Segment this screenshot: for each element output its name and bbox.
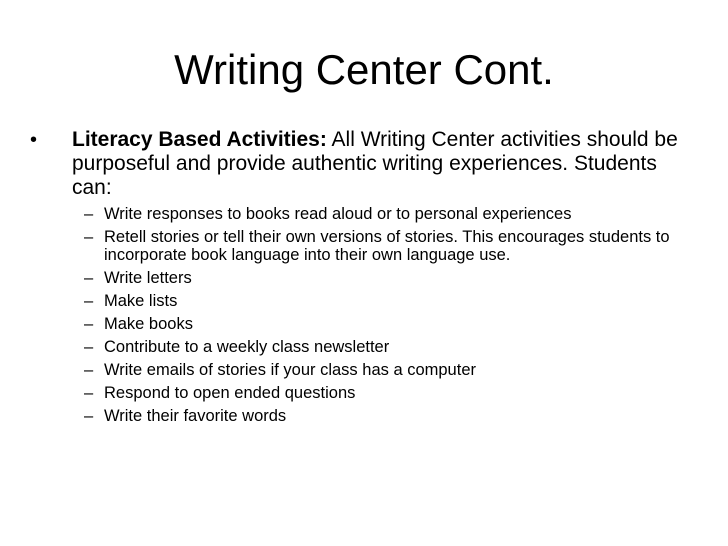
dash-icon: – xyxy=(84,269,94,287)
dash-icon: – xyxy=(84,384,94,402)
sub-bullet-text: Write their favorite words xyxy=(104,407,287,425)
dash-icon: – xyxy=(84,407,94,425)
sub-bullet-item xyxy=(84,205,704,223)
sub-bullet-text: Write emails of stories if your class has a computer xyxy=(104,361,476,379)
sub-bullet-item xyxy=(84,384,704,402)
sub-bullet-text: Write letters xyxy=(104,269,192,287)
sub-bullet-item xyxy=(84,338,704,356)
sub-bullet-item xyxy=(84,407,704,425)
dash-icon: – xyxy=(84,361,94,379)
sub-bullet-item xyxy=(84,292,704,310)
main-bullet-lead: Literacy Based Activities: xyxy=(72,128,327,151)
dash-icon: – xyxy=(84,292,94,310)
sub-bullet-list xyxy=(84,205,704,430)
sub-bullet-item xyxy=(84,228,704,264)
sub-bullet-text: Contribute to a weekly class newsletter xyxy=(104,338,390,356)
sub-bullet-text: Make books xyxy=(104,315,193,333)
dash-icon: – xyxy=(84,205,94,223)
sub-bullet-item xyxy=(84,315,704,333)
slide-title: Writing Center Cont. xyxy=(174,46,554,93)
main-bullet-text xyxy=(72,128,700,200)
sub-bullet-text: Make lists xyxy=(104,292,178,310)
sub-bullet-item xyxy=(84,269,704,287)
dash-icon: – xyxy=(84,338,94,356)
sub-bullet-text: Retell stories or tell their own versions of stories. This encourages students to incorporate book language into their own language use. xyxy=(104,228,670,264)
sub-bullet-text: Write responses to books read aloud or to personal experiences xyxy=(104,205,572,223)
main-bullet xyxy=(30,128,700,200)
main-bullet-body: All Writing Center activities should be purposeful and provide authentic writing experiences. Students can: xyxy=(72,128,678,199)
sub-bullet-item xyxy=(84,361,704,379)
dash-icon: – xyxy=(84,228,94,246)
bullet-dot-icon: • xyxy=(30,129,38,151)
dash-icon: – xyxy=(84,315,94,333)
sub-bullet-text: Respond to open ended questions xyxy=(104,384,356,402)
